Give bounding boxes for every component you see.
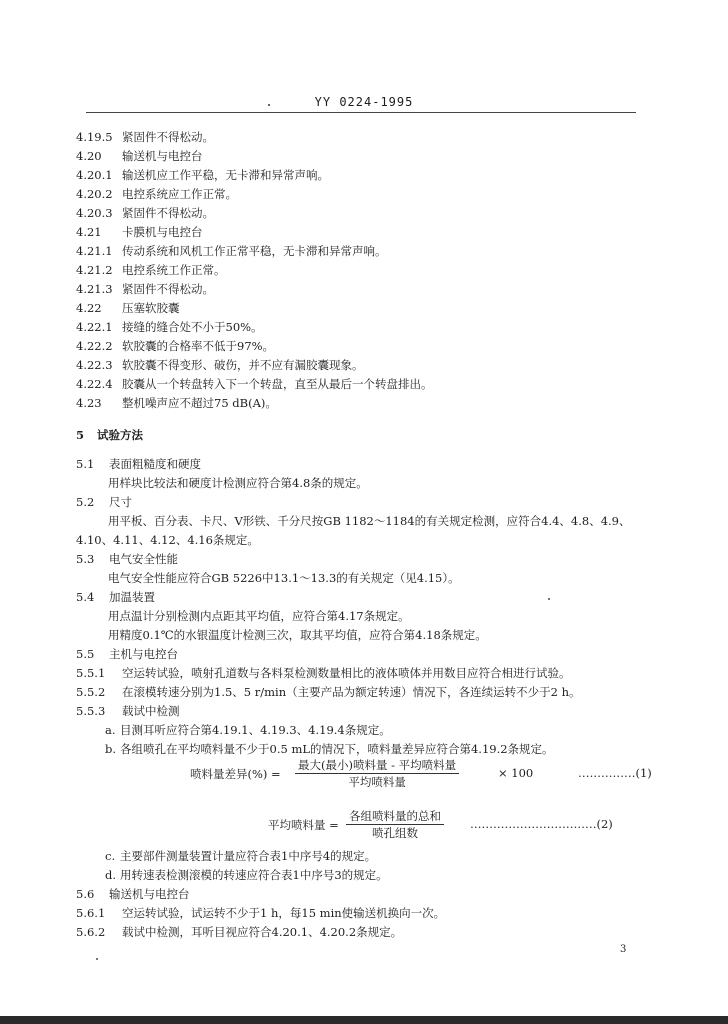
clause-body xyxy=(0,512,728,530)
clause-line xyxy=(0,280,728,298)
clause-number: 4.21 xyxy=(76,225,102,239)
clause-title: 电气安全性能 xyxy=(109,552,178,566)
clause-text: 紧固件不得松动。 xyxy=(122,206,214,220)
formula-reference: ……………(1) xyxy=(578,766,652,780)
clause-text: 空运转试验，试运转不少于1 h，每15 min使输送机换向一次。 xyxy=(122,906,446,920)
clause-line xyxy=(0,337,728,355)
clause-number: 5.6.2 xyxy=(76,925,106,939)
clause-number: 5.5.3 xyxy=(76,704,106,718)
clause-line xyxy=(0,318,728,336)
section-number: 5 xyxy=(76,428,85,442)
clause-number: 4.22.1 xyxy=(76,320,113,334)
clause-number: 4.21.1 xyxy=(76,244,113,258)
list-item xyxy=(0,847,728,865)
clause-body xyxy=(0,626,728,644)
clause-heading xyxy=(0,299,728,317)
list-text: 用转速表检测滚模的转速应符合表1中序号3的规定。 xyxy=(120,868,388,882)
clause-line xyxy=(0,356,728,374)
clause-number: 5.6.1 xyxy=(76,906,106,920)
clause-number: 4.22.3 xyxy=(76,358,113,372)
clause-body xyxy=(0,474,728,492)
clause-heading xyxy=(0,147,728,165)
clause-heading xyxy=(0,645,728,663)
section-title: 试验方法 xyxy=(97,428,143,442)
clause-line xyxy=(0,242,728,260)
clause-text: 接缝的缝合处不小于50%。 xyxy=(122,320,263,334)
clause-number: 4.21.3 xyxy=(76,282,113,296)
list-item xyxy=(0,740,728,758)
clause-text: 胶囊从一个转盘转入下一个转盘，直至从最后一个转盘排出。 xyxy=(122,377,433,391)
clause-heading xyxy=(0,885,728,903)
clause-line xyxy=(0,261,728,279)
clause-text: 用样块比较法和硬度计检测应符合第4.8条的规定。 xyxy=(108,476,368,490)
header-rule xyxy=(86,112,636,113)
clause-text: 4.10、4.11、4.12、4.16条规定。 xyxy=(76,533,259,547)
list-item xyxy=(0,866,728,884)
formula-denominator: 喷孔组数 xyxy=(372,826,418,840)
clause-text: 卡膜机与电控台 xyxy=(122,225,203,239)
clause-number: 4.22 xyxy=(76,301,102,315)
clause-line xyxy=(0,166,728,184)
clause-text: 软胶囊的合格率不低于97%。 xyxy=(122,339,275,353)
clause-heading xyxy=(0,550,728,568)
clause-number: 4.20.2 xyxy=(76,187,113,201)
subclause-line xyxy=(0,702,728,720)
clause-heading xyxy=(0,588,728,606)
clause-text: 空运转试验，喷射孔道数与各料泵检测数量相比的液体喷体并用数目应符合相进行试验。 xyxy=(122,666,571,680)
clause-body-continued xyxy=(0,531,728,549)
clause-text: 电气安全性能应符合GB 5226中13.1～13.3的有关规定（见4.15）。 xyxy=(108,571,460,585)
standard-code-header: YY 0224-1995 xyxy=(314,95,414,109)
formula-denominator: 平均喷料量 xyxy=(348,775,406,789)
page-number: 3 xyxy=(620,944,627,955)
clause-text: 压塞软胶囊 xyxy=(122,301,180,315)
formula-rhs: × 100 xyxy=(498,766,534,780)
clause-line xyxy=(0,394,728,412)
clause-text: 紧固件不得松动。 xyxy=(122,130,214,144)
clause-text: 电控系统应工作正常。 xyxy=(122,187,237,201)
scan-speck xyxy=(548,598,550,600)
clause-number: 5.5 xyxy=(76,647,95,661)
clause-heading xyxy=(0,493,728,511)
clause-number: 5.4 xyxy=(76,590,95,604)
clause-text: 用精度0.1℃的水银温度计检测三次，取其平均值，应符合第4.18条规定。 xyxy=(108,628,487,642)
clause-number: 5.5.1 xyxy=(76,666,106,680)
clause-text: 用平板、百分表、卡尺、V形铁、千分尺按GB 1182～1184的有关规定检测，应符合4.4、4.8、4.9、 xyxy=(108,514,631,528)
formula-numerator: 各组喷料量的总和 xyxy=(346,808,444,825)
clause-number: 4.22.2 xyxy=(76,339,113,353)
clause-text: 载试中检测，耳听目视应符合4.20.1、4.20.2条规定。 xyxy=(122,925,403,939)
list-label: a. xyxy=(105,723,116,737)
clause-body xyxy=(0,607,728,625)
clause-text: 输送机应工作平稳，无卡滞和异常声响。 xyxy=(122,168,329,182)
clause-number: 4.21.2 xyxy=(76,263,113,277)
clause-text: 载试中检测 xyxy=(122,704,180,718)
clause-line xyxy=(0,204,728,222)
clause-number: 4.19.5 xyxy=(76,130,113,144)
clause-number: 5.1 xyxy=(76,457,95,471)
clause-heading xyxy=(0,455,728,473)
list-text: 目测耳听应符合第4.19.1、4.19.3、4.19.4条规定。 xyxy=(120,723,391,737)
clause-number: 5.2 xyxy=(76,495,95,509)
clause-text: 电控系统工作正常。 xyxy=(122,263,226,277)
scan-speck xyxy=(268,104,270,106)
clause-number: 5.6 xyxy=(76,887,95,901)
formula-lhs: 喷料量差异(%) = xyxy=(190,767,281,781)
clause-text: 用点温计分别检测内点距其平均值，应符合第4.17条规定。 xyxy=(108,609,410,623)
clause-text: 输送机与电控台 xyxy=(122,149,203,163)
list-label: c. xyxy=(105,849,116,863)
list-label: d. xyxy=(105,868,117,882)
scan-speck xyxy=(96,958,98,960)
section-heading xyxy=(0,426,728,444)
clause-number: 4.23 xyxy=(76,396,102,410)
list-text: 主要部件测量装置计量应符合表1中序号4的规定。 xyxy=(120,849,377,863)
subclause-line xyxy=(0,664,728,682)
clause-number: 4.20 xyxy=(76,149,102,163)
clause-number: 5.5.2 xyxy=(76,685,106,699)
formula-fraction xyxy=(346,808,444,841)
clause-text: 软胶囊不得变形、破伤，并不应有漏胶囊现象。 xyxy=(122,358,364,372)
scan-bottom-edge xyxy=(0,1016,728,1024)
formula-lhs: 平均喷料量 = xyxy=(268,818,339,832)
clause-number: 5.3 xyxy=(76,552,95,566)
clause-text: 在滚模转速分别为1.5、5 r/min（主要产品为额定转速）情况下，各连续运转不少于2 h。 xyxy=(122,685,581,699)
clause-title: 加温装置 xyxy=(109,590,155,604)
clause-text: 整机噪声应不超过75 dB(A)。 xyxy=(122,396,277,410)
formula-reference: ……………………………(2) xyxy=(470,817,613,831)
clause-body xyxy=(0,569,728,587)
clause-line xyxy=(0,185,728,203)
clause-title: 输送机与电控台 xyxy=(109,887,190,901)
list-label: b. xyxy=(105,742,117,756)
clause-line xyxy=(0,128,728,146)
clause-title: 表面粗糙度和硬度 xyxy=(109,457,201,471)
clause-text: 传动系统和风机工作正常平稳，无卡滞和异常声响。 xyxy=(122,244,387,258)
clause-text: 紧固件不得松动。 xyxy=(122,282,214,296)
formula-numerator: 最大(最小)喷料量 - 平均喷料量 xyxy=(295,757,459,774)
subclause-line xyxy=(0,904,728,922)
clause-number: 4.20.1 xyxy=(76,168,113,182)
subclause-line xyxy=(0,923,728,941)
clause-title: 主机与电控台 xyxy=(109,647,178,661)
formula-fraction xyxy=(295,757,459,790)
subclause-line xyxy=(0,683,728,701)
list-item xyxy=(0,721,728,739)
clause-number: 4.22.4 xyxy=(76,377,113,391)
clause-line xyxy=(0,375,728,393)
clause-title: 尺寸 xyxy=(109,495,132,509)
clause-heading xyxy=(0,223,728,241)
clause-number: 4.20.3 xyxy=(76,206,113,220)
list-text: 各组喷孔在平均喷料量不少于0.5 mL的情况下，喷料量差异应符合第4.19.2条规定。 xyxy=(120,742,554,756)
